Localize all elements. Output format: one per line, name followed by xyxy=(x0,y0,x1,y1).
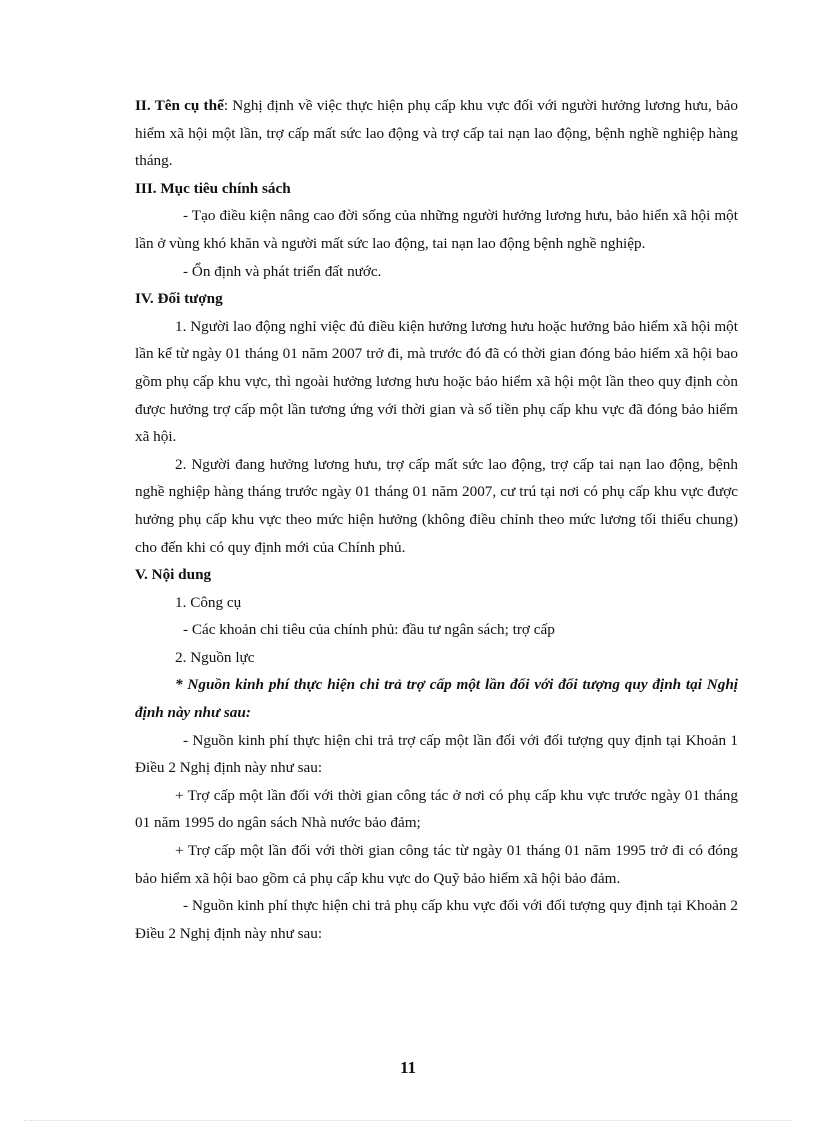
page-number: 11 xyxy=(399,1058,417,1077)
section-3-item-2: - Ổn định và phát triển đất nước. xyxy=(183,262,382,280)
section-5-resource-heading: 2. Nguồn lực xyxy=(175,648,255,666)
page-content xyxy=(135,92,738,947)
section-5-item-2: + Trợ cấp một lần đối với thời gian công tác ở nơi có phụ cấp khu vực trước ngày 01 tháng 01 năm 1995 do ngân sách Nhà nước bảo đảm; xyxy=(135,786,738,832)
section-5-item-4: - Nguồn kinh phí thực hiện chi trả phụ cấp khu vực đối với đối tượng quy định tại Khoản 2 Điều 2 Nghị định này như sau: xyxy=(135,897,738,942)
section-5-funding-note: * Nguồn kinh phí thực hiện chi trả trợ cấp một lần đối với đối tượng quy định tại Nghị định này như sau: xyxy=(135,676,738,722)
page-bottom-divider xyxy=(24,1120,792,1121)
section-3-heading: III. Mục tiêu chính sách xyxy=(135,179,291,197)
section-4-item-1: 1. Người lao động nghỉ việc đủ điều kiện hưởng lương hưu hoặc hưởng bảo hiểm xã hội một lần kể từ ngày 01 tháng 01 năm 2007 trở đi, mà trước đó đã có thời gian đóng bảo hiểm xã hội bao gồm phụ cấp khu vực, thì ngoài hưởng lương hưu hoặc bảo hiểm xã hội một lần theo quy định còn được hưởng trợ cấp một lần tương ứng với thời gian và số tiền phụ cấp khu vực đã đóng bảo hiểm xã hội. xyxy=(135,317,738,446)
section-5-item-1: - Nguồn kinh phí thực hiện chi trả trợ cấp một lần đối với đối tượng quy định tại Khoản 1 Điều 2 Nghị định này như sau: xyxy=(135,731,738,777)
section-4-item-2: 2. Người đang hưởng lương hưu, trợ cấp mất sức lao động, trợ cấp tai nạn lao động, bệnh nghề nghiệp hàng tháng trước ngày 01 tháng 01 năm 2007, cư trú tại nơi có phụ cấp khu vực được hưởng phụ cấp khu vực theo mức hiện hưởng (không điều chỉnh theo mức lương tối thiểu chung) cho đến khi có quy định mới của Chính phủ. xyxy=(135,455,738,556)
section-2-heading: II. Tên cụ thể xyxy=(135,97,224,114)
section-2-text: : Nghị định về việc thực hiện phụ cấp khu vực đối với người hưởng lương hưu, bảo hiểm xã hội một lần, trợ cấp mất sức lao động và trợ cấp tai nạn lao động, bệnh nghề nghiệp hàng tháng. xyxy=(135,97,738,170)
section-4-heading: IV. Đối tượng xyxy=(135,290,223,308)
section-5-heading: V. Nội dung xyxy=(135,566,212,584)
section-5-item-3: + Trợ cấp một lần đối với thời gian công tác từ ngày 01 tháng 01 năm 1995 trở đi có đóng bảo hiểm xã hội bao gồm cả phụ cấp khu vực do Quỹ bảo hiểm xã hội bảo đảm. xyxy=(135,842,738,887)
section-2-paragraph xyxy=(135,92,738,175)
section-3-item-1: - Tạo điều kiện nâng cao đời sống của những người hưởng lương hưu, bảo hiển xã hội một lần ở vùng khó khăn và người mất sức lao động, tai nạn lao động bệnh nghề nghiệp. xyxy=(135,207,738,252)
section-5-tool-heading: 1. Công cụ xyxy=(175,593,242,611)
section-5-tool-item: - Các khoản chi tiêu của chính phủ: đầu tư ngân sách; trợ cấp xyxy=(183,621,555,639)
